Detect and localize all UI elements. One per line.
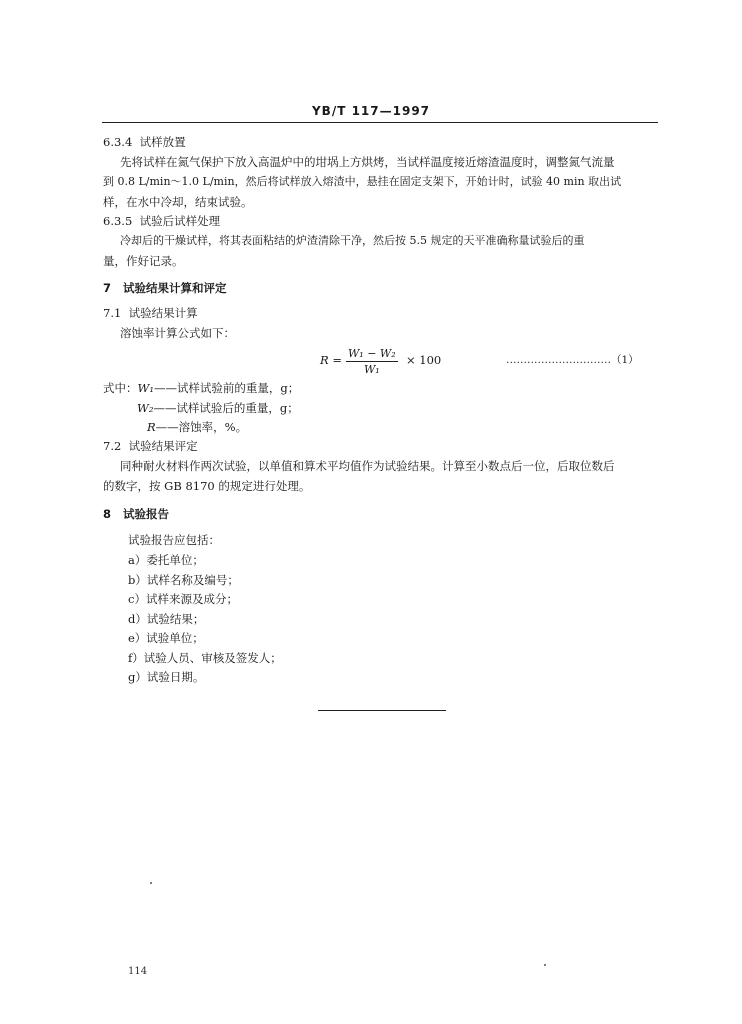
section-number: 7	[103, 281, 112, 295]
report-intro: 试验报告应包括：	[128, 533, 220, 547]
report-list-item: f）试验人员、审核及签发人；	[128, 651, 282, 665]
end-of-standard-rule	[318, 710, 446, 711]
section-title: 试验结果计算和评定	[123, 281, 227, 295]
report-list-item: c）试样来源及成分；	[128, 592, 238, 606]
formula-multiplier: × 100	[406, 353, 442, 367]
standard-code-header: YB/T 117—1997	[311, 104, 431, 118]
variable-description: 试样试验前的重量，g；	[176, 381, 300, 395]
variable-symbol: W₁	[137, 381, 154, 395]
section-title: 试验报告	[123, 507, 170, 521]
report-list-item: a）委托单位；	[128, 553, 204, 567]
variable-dash: ——	[153, 381, 177, 395]
report-list-item: d）试验结果；	[128, 612, 205, 626]
formula-fraction	[346, 347, 398, 376]
variable-dash: ——	[155, 420, 179, 434]
section-number: 8	[103, 507, 112, 521]
formula-denominator: W₁	[363, 363, 380, 376]
report-list-item: e）试验单位；	[128, 631, 204, 645]
section-title: 试验结果评定	[128, 439, 198, 453]
variable-definition	[137, 401, 299, 415]
paragraph-line: 的数字，按 GB 8170 的规定进行处理。	[103, 479, 311, 493]
variable-definition	[147, 420, 247, 434]
section-number: 7.2	[103, 439, 122, 453]
scan-speck	[150, 882, 152, 884]
section-number: 7.1	[103, 306, 122, 320]
paragraph-line: 先将试样在氮气保护下放入高温炉中的坩埚上方烘烤，当试样温度接近熔渣温度时，调整氮气流量	[120, 155, 615, 169]
section-title: 试样放置	[139, 135, 186, 149]
section-number: 6.3.4	[103, 135, 133, 149]
paragraph-line: 冷却后的干燥试样，将其表面粘结的炉渣清除干净，然后按 5.5 规定的天平准确称量试验后的重	[120, 234, 585, 247]
scan-speck	[544, 964, 546, 966]
formula-intro: 溶蚀率计算公式如下：	[120, 326, 235, 340]
variable-description: 溶蚀率，%。	[178, 420, 248, 434]
variable-dash: ——	[153, 401, 177, 415]
variable-description: 试样试验后的重量，g；	[176, 401, 299, 415]
variable-symbol: R	[147, 420, 156, 434]
variable-symbol: W₂	[137, 401, 154, 415]
paragraph-line: 到 0.8 L/min～1.0 L/min，然后将试样放入熔渣中，悬挂在固定支架下，开始计时，试验 40 min 取出试	[103, 175, 622, 188]
section-6-3-4-heading	[103, 135, 186, 149]
paragraph-line: 量，作好记录。	[103, 254, 184, 268]
section-7-heading	[103, 280, 227, 296]
section-7-1-heading	[103, 306, 198, 320]
section-title: 试验结果计算	[128, 306, 198, 320]
variable-definition	[103, 381, 299, 395]
paragraph-line: 同种耐火材料作两次试验，以单值和算术平均值作为试验结果。计算至小数点后一位，后取位数后	[120, 459, 615, 473]
section-7-2-heading	[103, 439, 198, 453]
equation-number: …………………………（1）	[506, 354, 639, 366]
report-list-item: b）试样名称及编号；	[128, 573, 239, 587]
section-number: 6.3.5	[103, 214, 133, 228]
formula-numerator: W₁ − W₂	[348, 347, 396, 360]
report-list-item: g）试验日期。	[128, 670, 205, 684]
paragraph-line: 样，在水中冷却，结束试验。	[103, 195, 253, 209]
page-number: 114	[128, 966, 148, 977]
formula-lhs: R =	[320, 353, 342, 367]
section-6-3-5-heading	[103, 214, 220, 228]
section-8-heading	[103, 506, 169, 522]
where-label: 式中：	[103, 381, 138, 395]
header-rule	[102, 122, 658, 123]
section-title: 试验后试样处理	[139, 214, 221, 228]
